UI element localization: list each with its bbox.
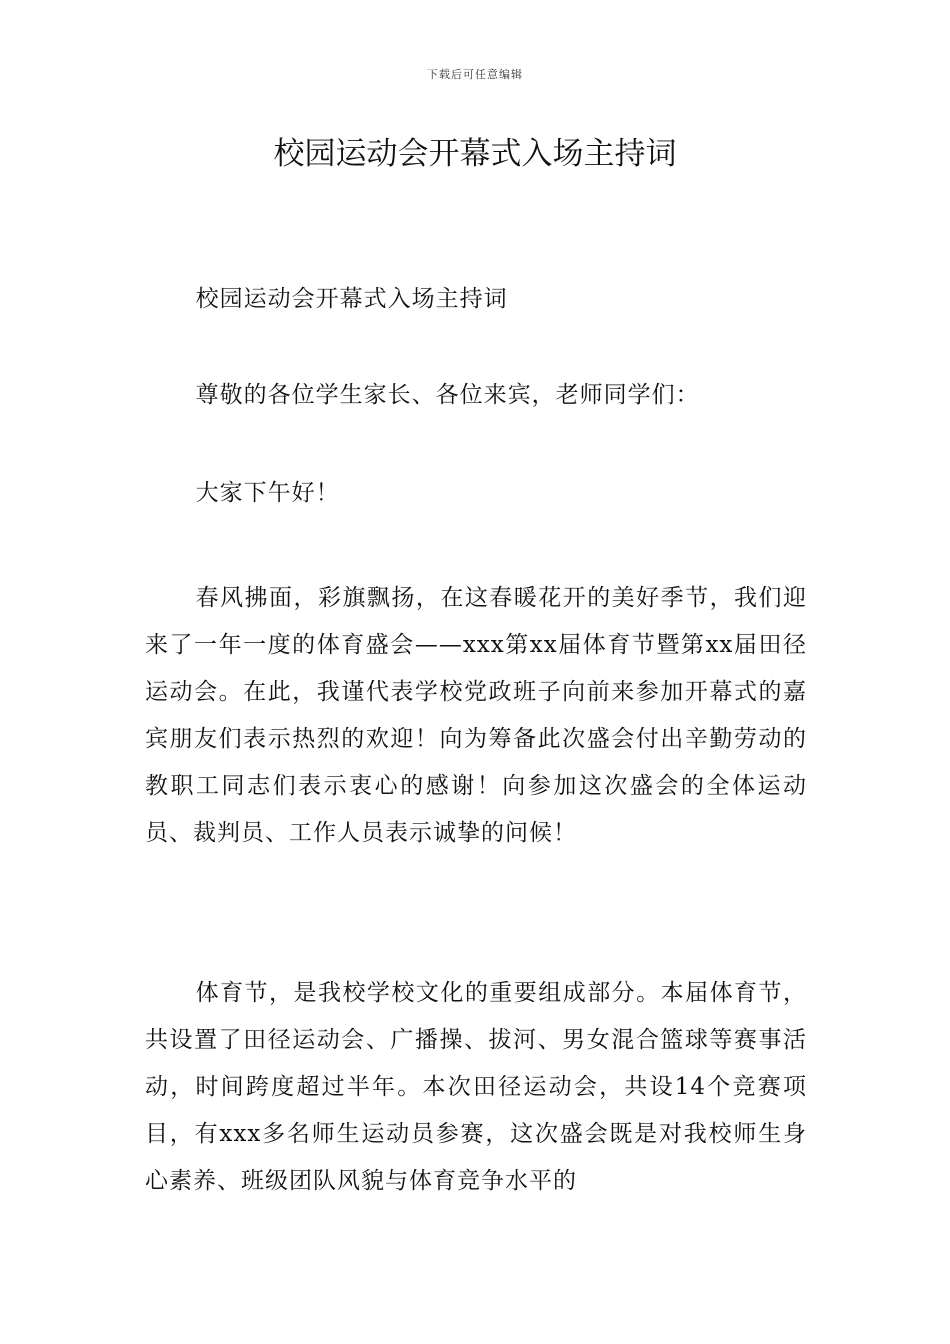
greeting: 大家下午好！ bbox=[195, 480, 340, 506]
salutation: 尊敬的各位学生家长、各位来宾，老师同学们： bbox=[195, 382, 700, 408]
document-title: 校园运动会开幕式入场主持词 bbox=[273, 136, 677, 172]
header-note: 下载后可任意编辑 bbox=[427, 68, 523, 81]
body-paragraph: 春风拂面，彩旗飘扬，在这春暖花开的美好季节，我们迎来了一年一度的体育盛会——xxx第xx届体育节暨第xx届田径运动会。在此，我谨代表学校党政班子向前来参加开幕式的嘉宾朋友们表示热烈的欢迎！向为筹备此次盛会付出辛勤劳动的教职工同志们表示衷心的感谢！向参加这次盛会的全体运动员、裁判员、工作人员表示诚挚的问候！ bbox=[145, 585, 807, 846]
document-subtitle: 校园运动会开幕式入场主持词 bbox=[195, 286, 508, 312]
body-paragraph: 体育节，是我校学校文化的重要组成部分。本届体育节，共设置了田径运动会、广播操、拔河、男女混合篮球等赛事活动，时间跨度超过半年。本次田径运动会，共设14个竞赛项目，有xxx多名师生运动员参赛，这次盛会既是对我校师生身心素养、班级团队风貌与体育竞争水平的 bbox=[145, 980, 807, 1194]
